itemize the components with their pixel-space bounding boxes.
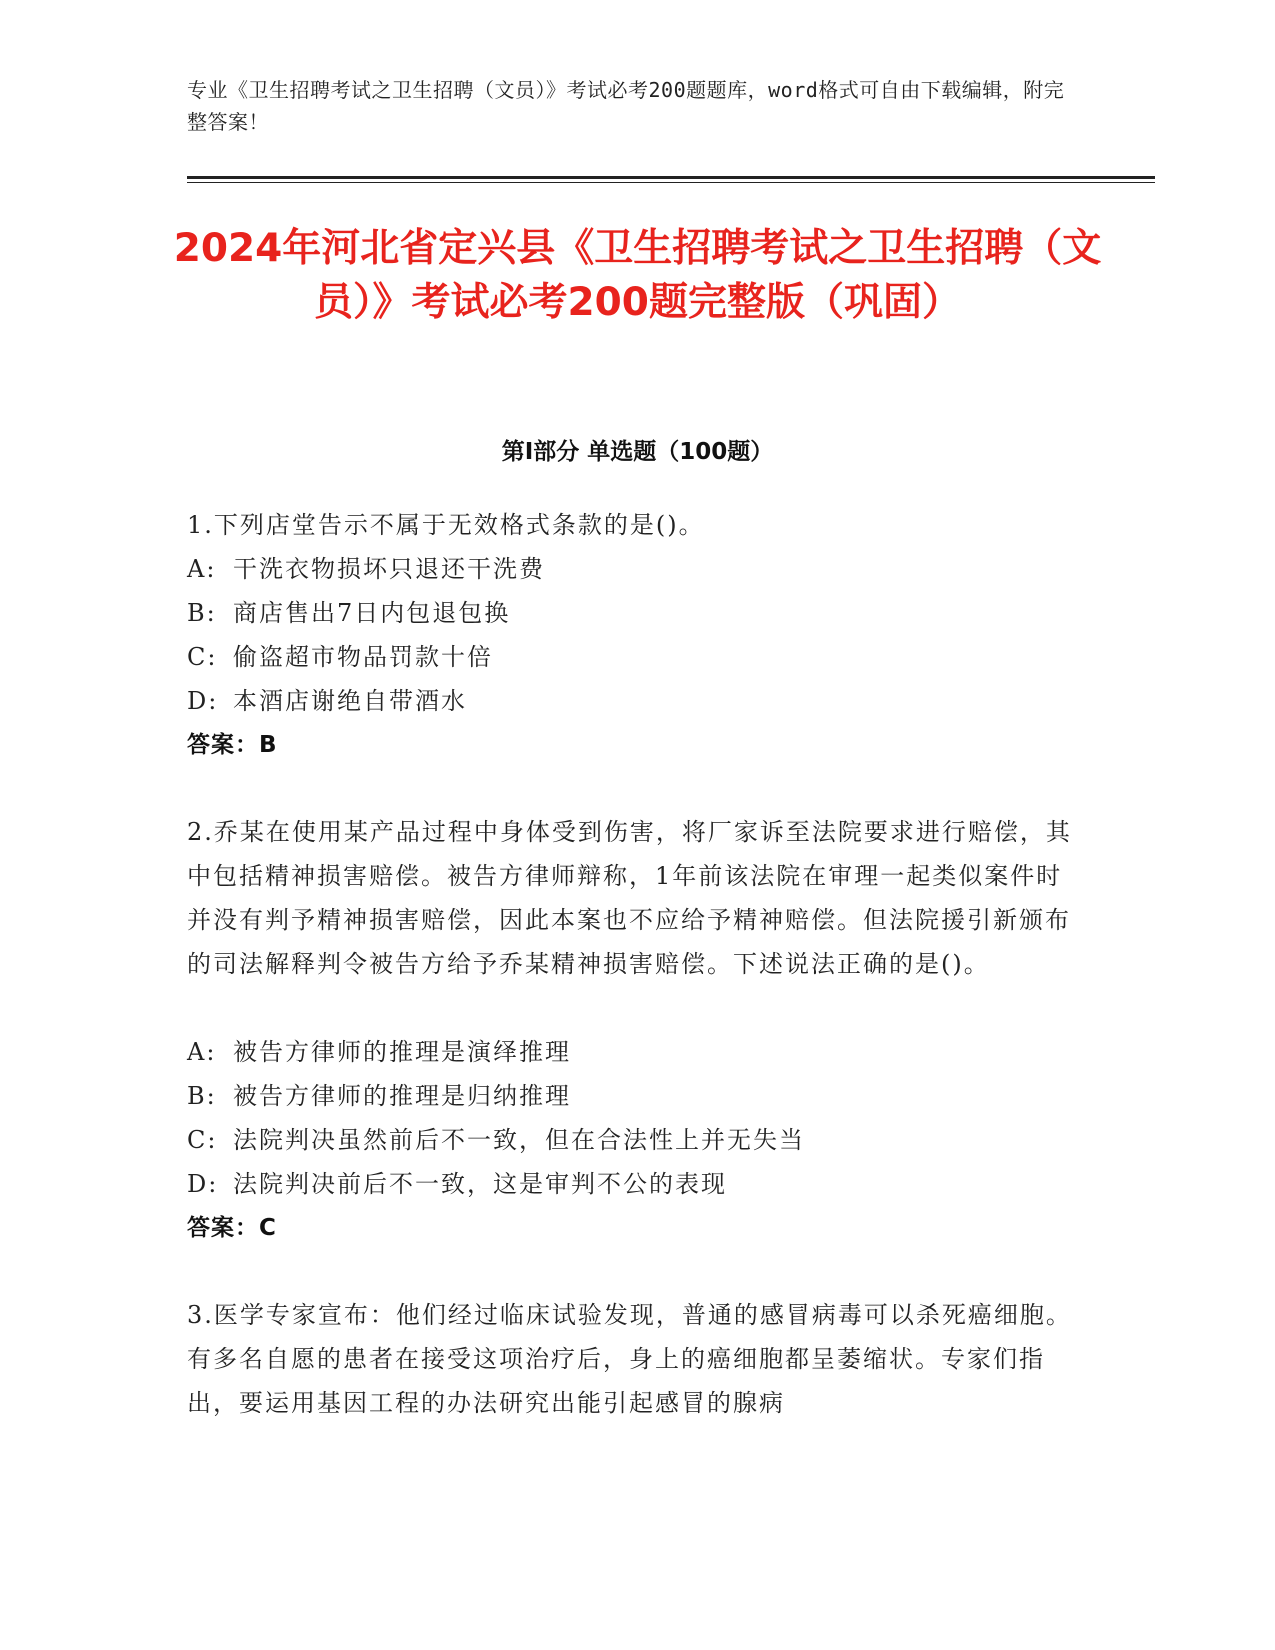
header-divider-thick	[187, 176, 1155, 179]
question-1-text: 1.下列店堂告示不属于无效格式条款的是()。	[187, 511, 705, 539]
question-2-option-b	[187, 1074, 1077, 1118]
option-text: 法院判决虽然前后不一致，但在合法性上并无失当	[233, 1126, 805, 1154]
option-text: 法院判决前后不一致，这是审判不公的表现	[233, 1170, 727, 1198]
question-1-option-d	[187, 679, 1077, 723]
document-title: 2024年河北省定兴县《卫生招聘考试之卫生招聘（文员）》考试必考200题完整版（巩固）	[173, 226, 1102, 325]
question-2-text: 2.乔某在使用某产品过程中身体受到伤害，将厂家诉至法院要求进行赔偿，其中包括精神损害赔偿。被告方律师辩称，1年前该法院在审理一起类似案件时并没有判予精神损害赔偿，因此本案也不应给予精神赔偿。但法院援引新颁布的司法解释判令被告方给予乔某精神损害赔偿。下述说法正确的是()。	[187, 818, 1072, 978]
option-letter: A:	[187, 1038, 217, 1066]
question-1-option-c	[187, 635, 1077, 679]
option-letter: D:	[187, 687, 219, 715]
option-text: 商店售出7日内包退包换	[233, 599, 511, 627]
header-note: 专业《卫生招聘考试之卫生招聘（文员）》考试必考200题题库，word格式可自由下载编辑，附完整答案！	[187, 78, 1065, 134]
option-text: 被告方律师的推理是演绎推理	[233, 1038, 571, 1066]
option-text: 干洗衣物损坏只退还干洗费	[233, 555, 545, 583]
option-letter: B:	[187, 1082, 217, 1110]
question-2-option-a	[187, 1030, 1077, 1074]
question-2-option-d	[187, 1162, 1077, 1206]
question-2-answer: 答案：C	[187, 1215, 277, 1241]
section-heading: 第I部分 单选题（100题）	[501, 439, 774, 465]
question-1-answer: 答案：B	[187, 732, 278, 758]
option-letter: C:	[187, 1126, 218, 1154]
question-2-option-c	[187, 1118, 1077, 1162]
question-3-text: 3.医学专家宣布：他们经过临床试验发现，普通的感冒病毒可以杀死癌细胞。有多名自愿的患者在接受这项治疗后，身上的癌细胞都呈萎缩状。专家们指出，要运用基因工程的办法研究出能引起感冒的腺病	[187, 1301, 1072, 1417]
option-text: 偷盗超市物品罚款十倍	[233, 643, 493, 671]
question-1-option-a	[187, 547, 1077, 591]
option-text: 被告方律师的推理是归纳推理	[233, 1082, 571, 1110]
question-1-option-b	[187, 591, 1077, 635]
header-divider-thin	[187, 182, 1155, 183]
option-letter: D:	[187, 1170, 219, 1198]
option-text: 本酒店谢绝自带酒水	[233, 687, 467, 715]
option-letter: B:	[187, 599, 217, 627]
option-letter: A:	[187, 555, 217, 583]
option-letter: C:	[187, 643, 218, 671]
